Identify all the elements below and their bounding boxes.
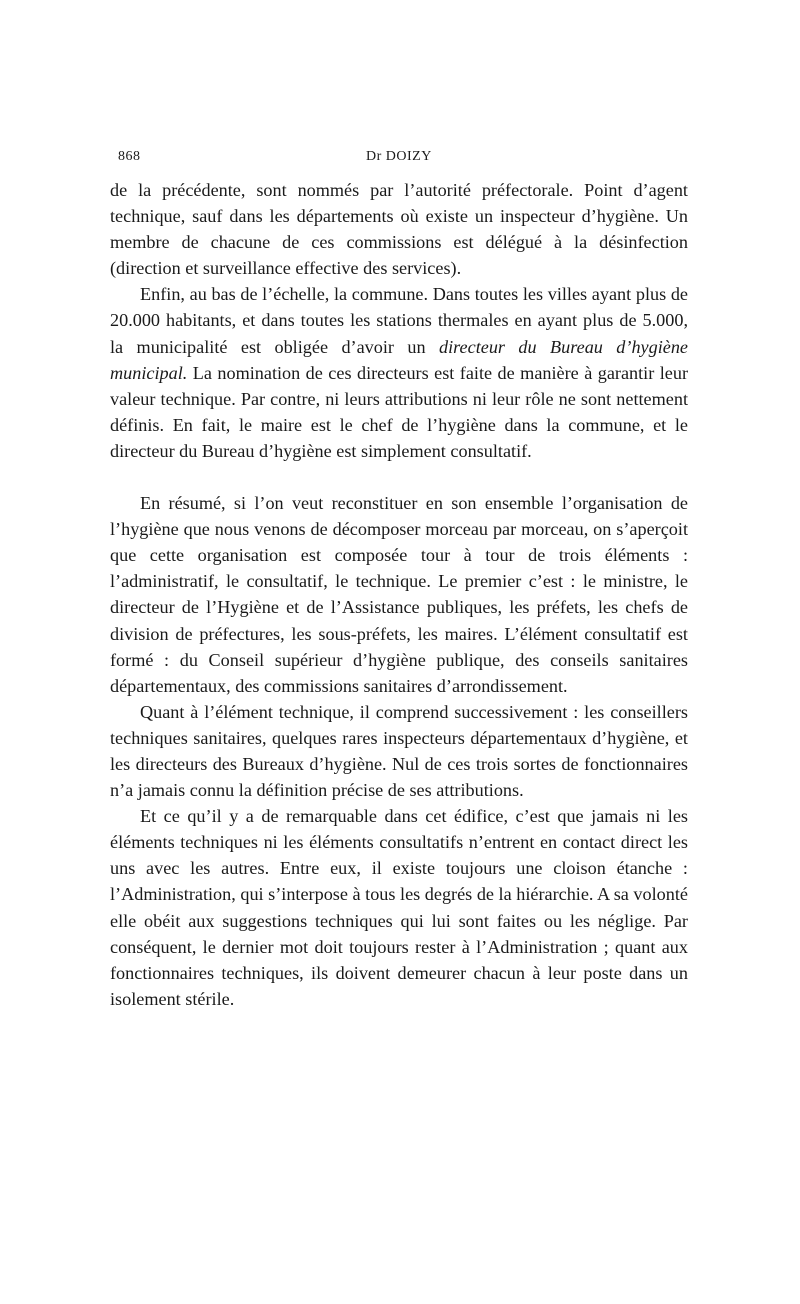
paragraph-commune [110,281,688,464]
paragraph-commune-italic: directeur du Bureau d’hygiène municipal. [110,336,689,383]
paragraph-remarkable: Et ce qu’il y a de remarquable dans cet édifice, c’est que jamais ni les éléments techniques ni les éléments consultatifs n’entrent en contact direct les uns avec les autres. Entre eux, il existe toujours une cloison étanche : l’Administration, qui s’interpose à tous les degrés de la hiérarchie. A sa volonté elle obéit aux suggestions techniques qui lui sont faites ou les néglige. Par conséquent, le dernier mot doit toujours rester à l’Administration ; quant aux fonctionnaires techniques, ils doivent demeurer chacun à leur poste dans un isolement stérile. [110,806,688,1009]
paragraph-continuation: de la précédente, sont nommés par l’autorité préfectorale. Point d’agent technique, sauf dans les départements où existe un inspecteur d’hygiène. Un membre de chacune de ces commissions est délégué à la désinfection (direction et surveillance effective des services). [110,180,688,279]
page-header [110,145,688,169]
paragraph-summary: En résumé, si l’on veut reconstituer en son ensemble l’organisation de l’hygiène que nous venons de décomposer morceau par morceau, on s’aperçoit que cette organisation est composée tour à tour de trois éléments : l’administratif, le consultatif, le technique. Le premier c’est : le ministre, le directeur de l’Hygiène et de l’Assistance publiques, les préfets, les chefs de division de préfectures, les sous-préfets, les maires. L’élément consultatif est formé : du Conseil supérieur d’hygiène publique, des conseils sanitaires départementaux, des commissions sanitaires d’arrondissement. [110,493,688,696]
page-number: 868 [118,149,141,164]
paragraph-commune-text-b: La nomination de ces directeurs est faite de manière à garantir leur valeur technique. Par contre, ni leurs attributions ni leur rôle ne sont nettement définis. En fait, le maire est le chef de l’hygiène dans la commune, et le directeur du Bureau d’hygiène est simplement consultatif. [110,362,688,461]
running-head: Dr DOIZY [366,149,432,164]
book-page [110,145,688,1012]
paragraph-commune-text-a: Enfin, au bas de l’échelle, la commune. Dans toutes les villes ayant plus de 20.000 habitants, et dans toutes les stations thermales en ayant plus de 5.000, la municipalité est obligée d’avoir un [110,284,688,357]
paragraph-technical: Quant à l’élément technique, il comprend successivement : les conseillers techniques sanitaires, quelques rares inspecteurs départementaux d’hygiène, et les directeurs des Bureaux d’hygiène. Nul de ces trois sortes de fonctionnaires n’a jamais connu la définition précise de ses attributions. [110,701,688,801]
section-gap [110,464,688,490]
body-text [110,177,688,1012]
